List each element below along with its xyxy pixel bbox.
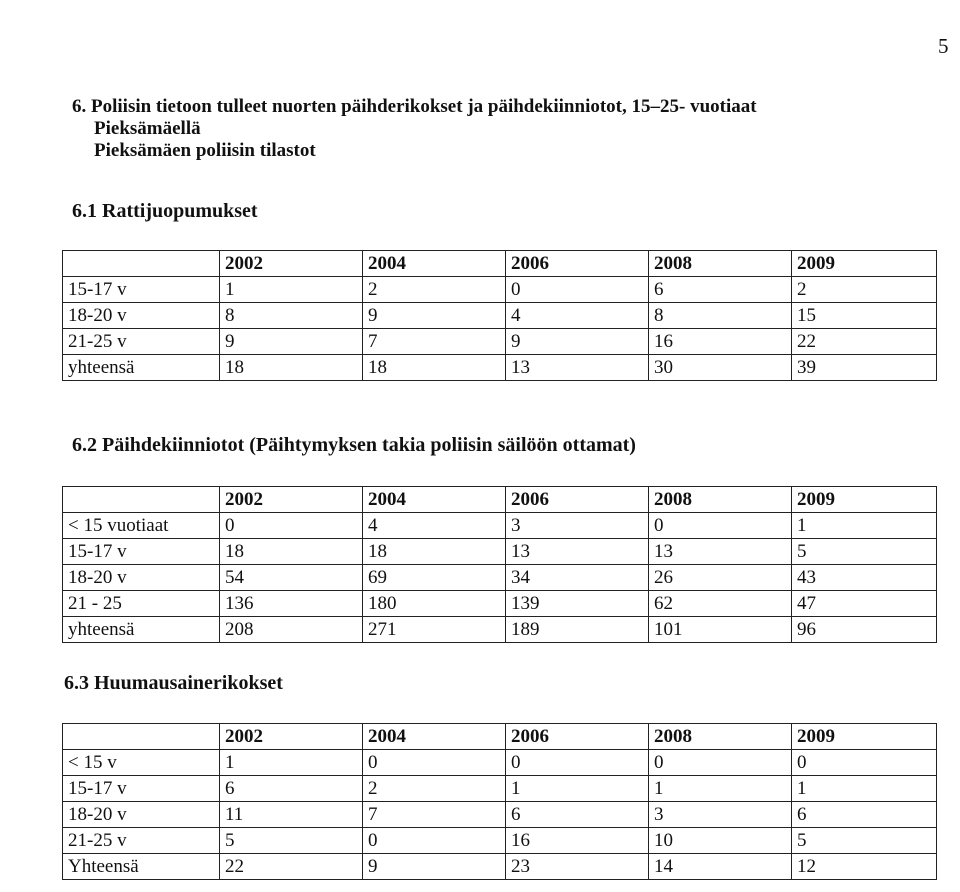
row-label: < 15 vuotiaat: [63, 513, 220, 539]
table-cell: 12: [792, 854, 937, 880]
table-cell: 22: [220, 854, 363, 880]
table-cell: 62: [649, 591, 792, 617]
row-label: yhteensä: [63, 617, 220, 643]
table-paihdekiinniotot: [62, 486, 937, 643]
header-year-2002: 2002: [220, 724, 363, 750]
table-cell: 1: [220, 750, 363, 776]
header-year-2004: 2004: [363, 724, 506, 750]
table-cell: 3: [649, 802, 792, 828]
row-label: < 15 v: [63, 750, 220, 776]
row-label: 18-20 v: [63, 303, 220, 329]
table-rattijuopumukset: [62, 250, 937, 381]
table-cell: 0: [649, 750, 792, 776]
table-cell: 6: [506, 802, 649, 828]
table-cell: 9: [363, 854, 506, 880]
row-label: 15-17 v: [63, 277, 220, 303]
table-row-total: [63, 355, 937, 381]
table-cell: 0: [649, 513, 792, 539]
table-cell: 5: [220, 828, 363, 854]
table-cell: 1: [792, 513, 937, 539]
table-cell: 16: [649, 329, 792, 355]
header-year-2008: 2008: [649, 251, 792, 277]
table-cell: 6: [792, 802, 937, 828]
header-year-2006: 2006: [506, 724, 649, 750]
table-cell: 8: [220, 303, 363, 329]
header-year-2004: 2004: [363, 487, 506, 513]
table-cell: 18: [220, 355, 363, 381]
table-cell: 47: [792, 591, 937, 617]
table-cell: 4: [506, 303, 649, 329]
table-cell: 15: [792, 303, 937, 329]
header-year-2009: 2009: [792, 487, 937, 513]
heading-line-3: Pieksämäen poliisin tilastot: [94, 140, 316, 161]
row-label: yhteensä: [63, 355, 220, 381]
table-row: [63, 303, 937, 329]
table-row-total: [63, 854, 937, 880]
row-label: 21-25 v: [63, 329, 220, 355]
heading-line-1: 6. Poliisin tietoon tulleet nuorten päihderikokset ja päihdekiinniotot, 15–25- vuotiaat: [72, 96, 757, 117]
table-cell: 11: [220, 802, 363, 828]
table-cell: 7: [363, 802, 506, 828]
table-cell: 9: [220, 329, 363, 355]
table-header-row: [63, 251, 937, 277]
table-cell: 0: [363, 828, 506, 854]
page-heading: [72, 96, 757, 162]
table-cell: 13: [506, 539, 649, 565]
header-year-2006: 2006: [506, 251, 649, 277]
table-row-total: [63, 617, 937, 643]
table-cell: 16: [506, 828, 649, 854]
header-year-2009: 2009: [792, 251, 937, 277]
table-cell: 23: [506, 854, 649, 880]
table-cell: 10: [649, 828, 792, 854]
table-cell: 1: [792, 776, 937, 802]
row-label: 15-17 v: [63, 776, 220, 802]
page-number: 5: [938, 34, 949, 58]
table-cell: 26: [649, 565, 792, 591]
table-cell: 6: [220, 776, 363, 802]
row-label: 21 - 25: [63, 591, 220, 617]
table-cell: 1: [506, 776, 649, 802]
table-cell: 39: [792, 355, 937, 381]
table-cell: 1: [649, 776, 792, 802]
table-cell: 3: [506, 513, 649, 539]
table-cell: 0: [220, 513, 363, 539]
table-cell: 2: [363, 776, 506, 802]
header-label-cell: [63, 724, 220, 750]
table-row: [63, 329, 937, 355]
section-title-rattijuopumukset: 6.1 Rattijuopumukset: [72, 200, 258, 222]
header-label-cell: [63, 251, 220, 277]
table-cell: 5: [792, 539, 937, 565]
header-label-cell: [63, 487, 220, 513]
header-year-2002: 2002: [220, 251, 363, 277]
table-cell: 0: [506, 277, 649, 303]
table-cell: 9: [506, 329, 649, 355]
table-cell: 6: [649, 277, 792, 303]
table-cell: 0: [792, 750, 937, 776]
table-cell: 136: [220, 591, 363, 617]
table-huumausainerikokset: [62, 723, 937, 880]
table-cell: 180: [363, 591, 506, 617]
table-cell: 208: [220, 617, 363, 643]
header-year-2009: 2009: [792, 724, 937, 750]
table-cell: 34: [506, 565, 649, 591]
table-cell: 4: [363, 513, 506, 539]
table-cell: 2: [363, 277, 506, 303]
table-cell: 7: [363, 329, 506, 355]
table-row: [63, 591, 937, 617]
row-label: 15-17 v: [63, 539, 220, 565]
table-cell: 8: [649, 303, 792, 329]
table-cell: 30: [649, 355, 792, 381]
table-row: [63, 750, 937, 776]
section-title-paihdekiinniotot: 6.2 Päihdekiinniotot (Päihtymyksen takia poliisin säilöön ottamat): [72, 434, 636, 456]
table-cell: 139: [506, 591, 649, 617]
table-row: [63, 277, 937, 303]
table-cell: 1: [220, 277, 363, 303]
table-cell: 69: [363, 565, 506, 591]
table-cell: 13: [506, 355, 649, 381]
table-cell: 9: [363, 303, 506, 329]
heading-line-2: Pieksämäellä: [94, 118, 201, 139]
table-row: [63, 802, 937, 828]
header-year-2008: 2008: [649, 487, 792, 513]
table-cell: 18: [220, 539, 363, 565]
table-cell: 271: [363, 617, 506, 643]
table-row: [63, 565, 937, 591]
table-cell: 18: [363, 355, 506, 381]
table-header-row: [63, 487, 937, 513]
table-cell: 0: [363, 750, 506, 776]
table-cell: 96: [792, 617, 937, 643]
table-row: [63, 539, 937, 565]
row-label: 21-25 v: [63, 828, 220, 854]
header-year-2008: 2008: [649, 724, 792, 750]
table-cell: 101: [649, 617, 792, 643]
table-cell: 189: [506, 617, 649, 643]
header-year-2006: 2006: [506, 487, 649, 513]
table-row: [63, 776, 937, 802]
table-row: [63, 513, 937, 539]
table-cell: 0: [506, 750, 649, 776]
table-cell: 43: [792, 565, 937, 591]
header-year-2004: 2004: [363, 251, 506, 277]
section-title-huumausainerikokset: 6.3 Huumausainerikokset: [64, 672, 283, 694]
table-cell: 14: [649, 854, 792, 880]
table-cell: 18: [363, 539, 506, 565]
table-header-row: [63, 724, 937, 750]
row-label: 18-20 v: [63, 802, 220, 828]
table-cell: 54: [220, 565, 363, 591]
row-label: 18-20 v: [63, 565, 220, 591]
row-label: Yhteensä: [63, 854, 220, 880]
header-year-2002: 2002: [220, 487, 363, 513]
table-cell: 5: [792, 828, 937, 854]
table-cell: 22: [792, 329, 937, 355]
table-cell: 2: [792, 277, 937, 303]
table-row: [63, 828, 937, 854]
table-cell: 13: [649, 539, 792, 565]
